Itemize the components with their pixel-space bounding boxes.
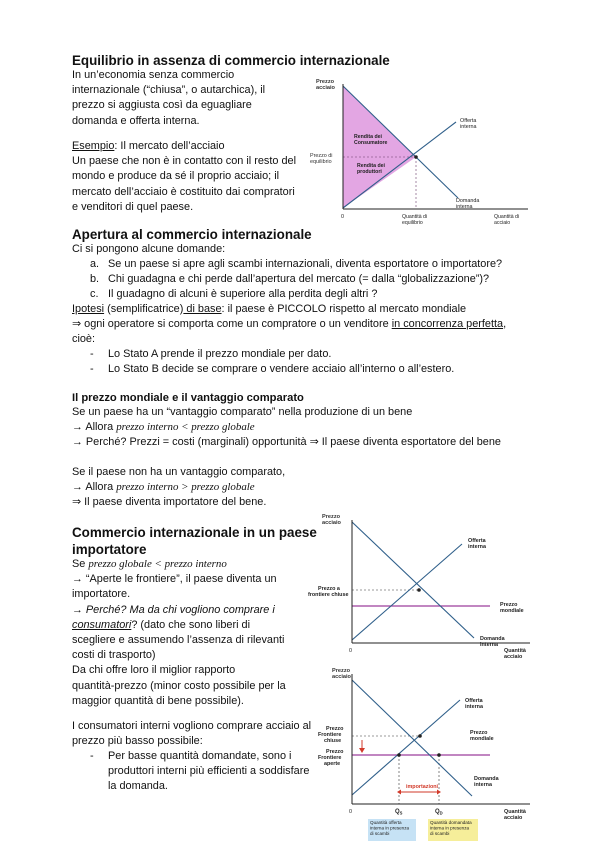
list-item-continuation: la domanda. <box>108 780 168 793</box>
list-item: b. Chi guadagna e chi perde dall’apertura del mercato (= dalla “globalizzazione”)? <box>90 273 490 286</box>
x-axis-label: Quantità acciaio <box>504 809 526 821</box>
text-line: → Perché? Ma da chi vogliono comprare i <box>72 603 275 616</box>
section1-example <box>72 139 296 215</box>
demand-label: Domanda interna <box>474 776 499 788</box>
demand-label: Domanda interna <box>456 198 480 210</box>
text-line: I consumatori interni vogliono comprare acciaio al <box>72 720 312 732</box>
title-line: importatore <box>72 542 147 557</box>
y-axis-label: Prezzo acciaio <box>332 668 351 680</box>
supply-curve <box>352 544 462 640</box>
section3-text-b <box>72 465 285 511</box>
text-line: Se un paese ha un “vantaggio comparato” nella produzione di un bene <box>72 406 413 418</box>
text-line: In un’economia senza commercio <box>72 69 235 81</box>
text-line: e venditori di quel paese. <box>72 200 194 213</box>
section2-intro: Ci si pongono alcune domande: <box>72 243 226 255</box>
list-item: - Lo Stato B decide se comprare o vendere acciaio all’interno o all’estero. <box>90 363 455 376</box>
state-bullet-list <box>90 347 454 377</box>
equilibrium-point <box>414 155 418 159</box>
hypothesis-line: Ipotesi (semplificatrice) di base: il paese è PICCOLO rispetto al mercato mondiale <box>72 303 467 315</box>
text-line: scegliere e assumendo l’assenza di rilevanti <box>72 634 285 647</box>
hypothesis-line: ⇒ ogni operatore si comporta come un compratore o un venditore in concorrenza perfetta, <box>72 318 507 331</box>
origin-label: 0 <box>341 214 344 220</box>
text-line: maggior quantità di bene possibile). <box>72 694 244 707</box>
text-line: quantità-prezzo (minor costo possibile per la <box>72 679 286 692</box>
eq-price-label: Prezzo di equilibrio <box>310 153 333 165</box>
producer-surplus-label: Rendita dei produttori <box>357 163 385 175</box>
closed-borders-chart <box>302 510 540 662</box>
supply-label: Offerta interna <box>468 538 486 550</box>
list-item: - Per basse quantità domandate, sono i <box>90 750 292 762</box>
text-line: costi di trasporto) <box>72 649 156 662</box>
text-line: Da chi offre loro il miglior rapporto <box>72 664 236 677</box>
autarky-equilibrium-point <box>417 588 421 592</box>
hypothesis-block <box>72 302 506 348</box>
demand-label: Domanda interna <box>480 636 505 648</box>
text-line: mondo e produce da sé il proprio acciaio; il <box>72 170 280 183</box>
text-line: domanda e offerta interna. <box>72 114 200 127</box>
qd-label: $Q_D$ <box>435 809 443 816</box>
open-borders-chart <box>302 664 540 846</box>
price-drop-arrowhead <box>359 748 365 753</box>
demand-note: Quantità domandata interna in presenza di scambi <box>430 820 472 836</box>
text-line: cioè: <box>72 333 96 346</box>
text-line: → “Aperte le frontiere”, il paese diventa un <box>72 573 277 586</box>
imports-label: importazioni <box>406 784 439 790</box>
text-line: → Allora prezzo interno > prezzo globale <box>72 481 255 494</box>
text-line: ⇒ Il paese diventa importatore del bene. <box>72 496 267 509</box>
x-axis-label: Quantità di acciaio <box>494 214 520 226</box>
section-title-importer <box>72 524 317 558</box>
text-line: mercato dell’acciaio è costituito dai compratori <box>72 185 295 198</box>
world-price-label: Prezzo mondiale <box>500 602 524 614</box>
section-title-opening: Apertura al commercio internazionale <box>72 227 312 242</box>
origin-label: 0 <box>349 648 352 654</box>
example-heading: Esempio: Il mercato dell’acciaio <box>72 140 225 152</box>
section-title-world-price: Il prezzo mondiale e il vantaggio comparato <box>72 392 304 404</box>
world-price-label: Prezzo mondiale <box>470 730 494 742</box>
consumers-text <box>72 719 311 749</box>
section-title-equilibrium: Equilibrio in assenza di commercio internazionale <box>72 53 390 68</box>
text-line: prezzo più basso possibile: <box>72 735 203 748</box>
list-item-continuation: produttori interni più efficienti a soddisfare <box>108 765 310 778</box>
supply-label: Offerta interna <box>465 698 483 710</box>
closed-price-label: Prezzo a frontiere chiuse <box>308 586 349 598</box>
x-axis-label: Quantità acciaio <box>504 648 526 660</box>
supply-curve <box>352 700 460 795</box>
text-line: Un paese che non è in contatto con il resto del <box>72 155 297 168</box>
imports-arrowhead-right <box>437 790 441 795</box>
text-line: consumatori? (dato che sono liberi di <box>72 618 250 631</box>
eq-qty-label: Quantità di equilibrio <box>402 214 428 226</box>
text-line: Se prezzo globale < prezzo interno <box>72 558 227 570</box>
qd-point <box>437 753 441 757</box>
y-axis-label: Prezzo acciaio <box>316 79 335 91</box>
text-line: → Allora prezzo interno < prezzo globale <box>72 421 255 434</box>
question-list <box>90 257 502 303</box>
closed-price-label: Prezzo Frontiere chiuse <box>318 726 344 744</box>
text-line: prezzo si aggiusta così da eguagliare <box>72 99 252 112</box>
closed-equilibrium-point <box>418 734 422 738</box>
section4-text <box>72 557 286 709</box>
producers-bullet <box>90 749 309 795</box>
supply-label: Offerta interna <box>460 118 477 130</box>
y-axis-label: Prezzo acciaio <box>322 514 341 526</box>
supply-note: Quantità offerta interna in presenza di scambi <box>370 820 410 836</box>
text-line: importatore. <box>72 588 131 601</box>
demand-curve <box>352 522 474 638</box>
section3-text <box>72 405 501 451</box>
list-item: c. Il guadagno di alcuni è superiore alla perdita degli altri ? <box>90 288 378 301</box>
section1-text <box>72 68 265 129</box>
origin-label: 0 <box>349 809 352 815</box>
qs-point <box>397 753 401 757</box>
text-line: → Perché? Prezzi = costi (marginali) opportunità ⇒ Il paese diventa esportatore del bene <box>72 436 501 449</box>
consumer-surplus-label: Rendita dei Consumatore <box>354 134 388 146</box>
text-line: internazionale (“chiusa”, o autarchica), il <box>72 84 266 97</box>
autarky-equilibrium-chart <box>306 74 536 234</box>
title-line: Commercio internazionale in un paese <box>72 525 317 540</box>
text-line: Se il paese non ha un vantaggio comparato, <box>72 466 286 478</box>
qs-label: $Q_S$ <box>395 809 403 816</box>
open-price-label: Prezzo Frontiere aperte <box>318 749 344 767</box>
list-item: - Lo Stato A prende il prezzo mondiale per dato. <box>90 348 332 360</box>
imports-arrowhead-left <box>397 790 401 795</box>
list-item: a. Se un paese si apre agli scambi internazionali, diventa esportatore o importatore? <box>90 258 503 270</box>
